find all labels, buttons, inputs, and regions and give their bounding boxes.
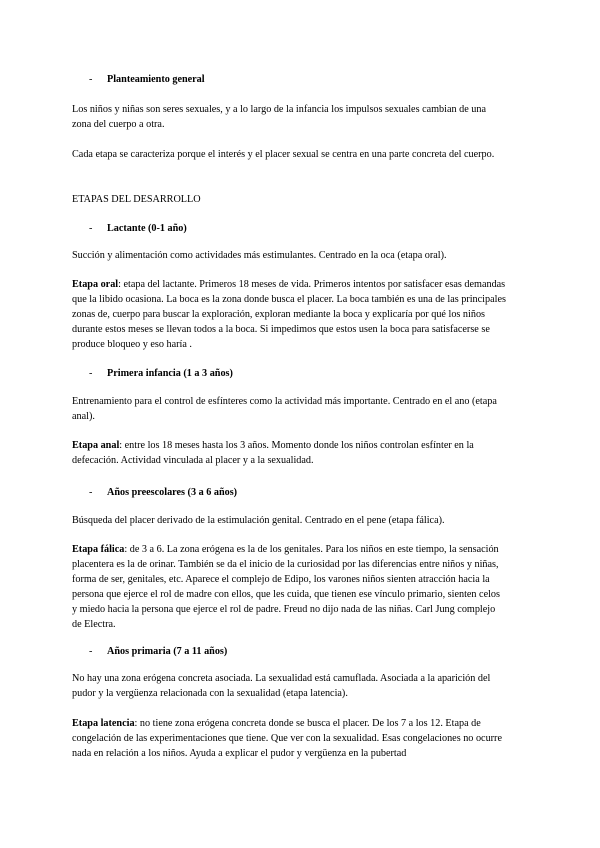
heading-text: Planteamiento general [107, 74, 205, 85]
paragraph-etapa-oral [72, 277, 506, 352]
term-text: : no tiene zona erógena concreta donde se busca el placer. De los 7 a los 12. Etapa de congelación de las experimentaciones que tiene. Que ver con la sexualidad. Esas congelaciones no ocurre nada en relación a los niños. Ayuda a explicar el pudor y vergüenza en la pubertad [72, 718, 502, 759]
heading-planteamiento [89, 72, 509, 87]
term-text: : de 3 a 6. La zona erógena es la de los genitales. Para los niños en este tiempo, la sensación placentera es la de orinar. También se da el inicio de la curiosidad por las diferencias entre niños y niñas, forma de ser, genitales, etc. Aparece el complejo de Edipo, los varones niños sienten atracción hacia la persona que ejerce el rol de madre con ellos, que les cuida, que tienen ese vínculo primario, sienten celos y miedo hacia la persona que ejerce el rol de padre. Freud no dijo nada de las niñas. Carl Jung complejo de Electra. [72, 544, 500, 630]
bullet-dash: - [89, 223, 93, 234]
heading-text: Años primaria (7 a 11 años) [107, 646, 228, 657]
heading-text: Primera infancia (1 a 3 años) [107, 368, 233, 379]
heading-primera-infancia [89, 366, 509, 381]
heading-lactante [89, 221, 509, 236]
heading-text: Años preescolares (3 a 6 años) [107, 487, 238, 498]
paragraph-etapa-latencia [72, 716, 506, 761]
bullet-dash: - [89, 368, 93, 379]
paragraph-etapa-anal [72, 438, 506, 468]
heading-preescolares [89, 485, 509, 500]
paragraph: Entrenamiento para el control de esfínteres como la actividad más importante. Centrado en el ano (etapa anal). [72, 396, 497, 422]
paragraph: Succión y alimentación como actividades más estimulantes. Centrado en la oca (etapa oral). [72, 250, 447, 261]
bullet-dash: - [89, 487, 93, 498]
term-label: Etapa oral [72, 279, 119, 290]
paragraph-etapa-falica [72, 542, 506, 632]
term-label: Etapa anal [72, 440, 120, 451]
term-text: : etapa del lactante. Primeros 18 meses de vida. Primeros intentos por satisfacer esas demandas que la libido ocasiona. La boca es la zona donde busca el placer. La boca también es una de las principales zonas de, cuerpo para buscar la exploración, exploran mediante la boca y explicaría por qué los niños durante estos meses se llevan todos a la boca. Si impedimos que estos usen la boca para satisfacerse se produce bloqueo y eso haría . [72, 279, 506, 350]
bullet-dash: - [89, 646, 93, 657]
paragraph: No hay una zona erógena concreta asociada. La sexualidad está camuflada. Asociada a la aparición del pudor y la vergüenza relacionada con la sexualidad (etapa latencia). [72, 673, 491, 699]
term-text: : entre los 18 meses hasta los 3 años. Momento donde los niños controlan esfínter en la defecación. Actividad vinculada al placer y a la sexualidad. [72, 440, 474, 466]
term-label: Etapa latencia [72, 718, 135, 729]
paragraph: Búsqueda del placer derivado de la estimulación genital. Centrado en el pene (etapa fálica). [72, 515, 445, 526]
bullet-dash: - [89, 74, 93, 85]
paragraph: Cada etapa se caracteriza porque el interés y el placer sexual se centra en una parte concreta del cuerpo. [72, 149, 495, 160]
term-label: Etapa fálica [72, 544, 125, 555]
paragraph: Los niños y niñas son seres sexuales, y a lo largo de la infancia los impulsos sexuales cambian de una zona del cuerpo a otra. [72, 104, 487, 130]
heading-text: Lactante (0-1 año) [107, 223, 187, 234]
heading-primaria [89, 644, 509, 659]
section-title: ETAPAS DEL DESARROLLO [72, 194, 201, 205]
